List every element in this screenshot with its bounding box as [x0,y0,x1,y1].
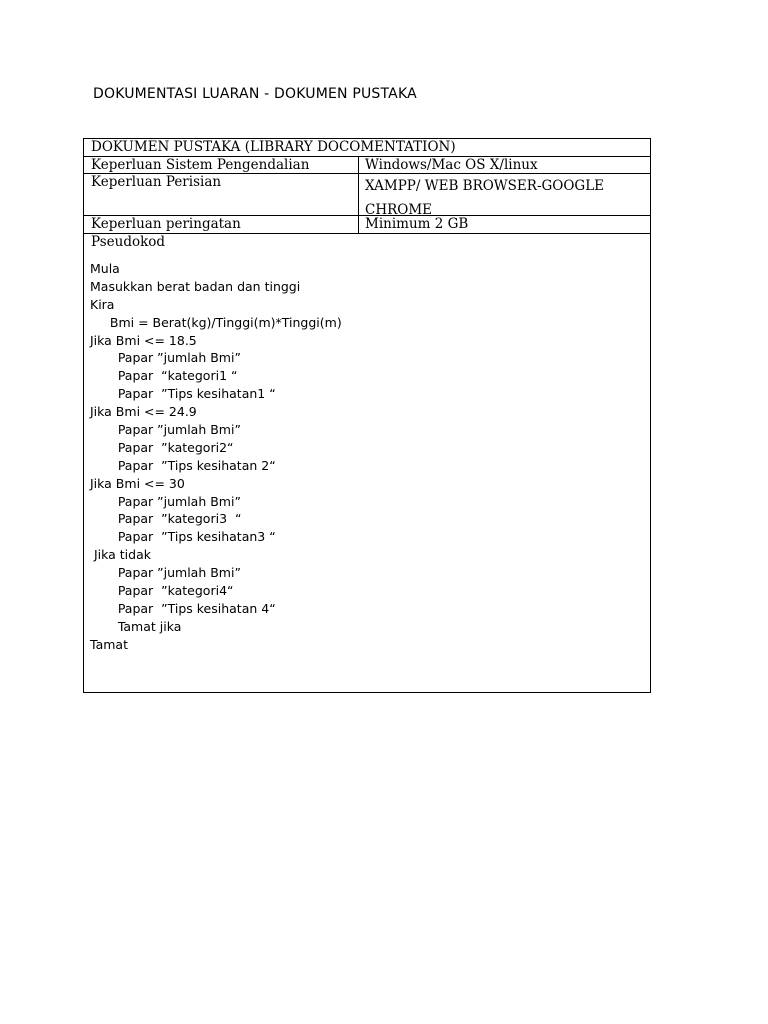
document-title: DOKUMENTASI LUARAN - DOKUMEN PUSTAKA [93,86,417,102]
row-label-hardware: Keperluan peringatan [84,216,359,233]
table-header-row [84,139,650,157]
pseudocode-heading: Pseudokod [91,234,166,250]
row-label-os: Keperluan Sistem Pengendalian [84,157,359,173]
pseudocode-section [84,234,650,692]
row-value-software [359,174,650,218]
pseudocode-line: Kira [90,296,115,312]
row-value-hardware: Minimum 2 GB [365,216,469,232]
library-documentation-table [83,138,651,693]
pseudocode-line: Papar “kategori1 “ [90,368,238,384]
pseudocode-line: Tamat [90,636,128,652]
pseudocode-line: Jika Bmi <= 30 [90,475,185,491]
pseudocode-line: Bmi = Berat(kg)/Tinggi(m)*Tinggi(m) [90,314,342,330]
pseudocode-line: Papar ”Tips kesihatan 2“ [90,457,276,473]
pseudocode-line: Papar ”jumlah Bmi” [90,493,241,509]
pseudocode-line: Papar ”kategori3 “ [90,511,242,527]
table-row [84,174,650,216]
pseudocode-line: Papar ”kategori4“ [90,583,234,599]
pseudocode-line: Papar ”jumlah Bmi” [90,565,241,581]
table-row [84,157,650,174]
pseudocode-line: Papar ”Tips kesihatan1 “ [90,386,276,402]
pseudocode-line: Mula [90,261,120,276]
pseudocode-line: Papar ”jumlah Bmi” [90,422,241,438]
pseudocode-line: Papar ”Tips kesihatan 4“ [90,600,276,616]
row-value-software-line1: XAMPP/ WEB BROWSER-GOOGLE [365,178,605,194]
row-value-software-line2: CHROME [365,202,433,218]
pseudocode-line: Papar ”kategori2“ [90,439,234,455]
table-row [84,216,650,234]
pseudocode-line: Tamat jika [90,618,182,634]
pseudocode-line: Jika Bmi <= 18.5 [90,332,197,348]
row-label-software: Keperluan Perisian [84,174,359,215]
pseudocode-block [90,260,342,654]
row-value-os: Windows/Mac OS X/linux [365,157,538,173]
pseudocode-line: Masukkan berat badan dan tinggi [90,278,301,294]
pseudocode-line: Jika tidak [90,547,151,563]
table-header: DOKUMEN PUSTAKA (LIBRARY DOCOMENTATION) [91,139,456,155]
pseudocode-line: Jika Bmi <= 24.9 [90,404,197,420]
pseudocode-line: Papar ”jumlah Bmi” [90,350,241,366]
pseudocode-line: Papar ”Tips kesihatan3 “ [90,529,276,545]
